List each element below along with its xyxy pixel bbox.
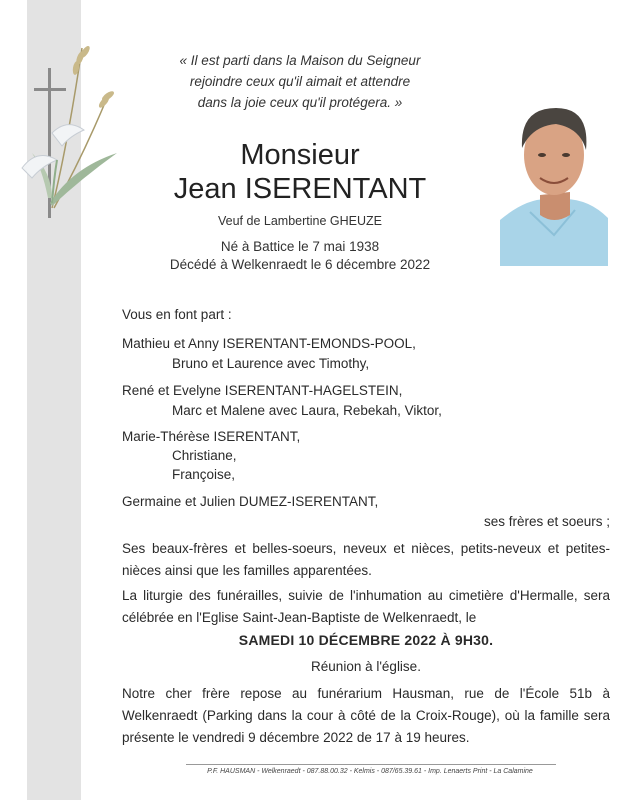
family-line: Marie-Thérèse ISERENTANT,: [122, 429, 301, 444]
birth-info: Né à Battice le 7 mai 1938: [220, 239, 380, 254]
liturgy-paragraph: La liturgie des funérailles, suivie de l'inhumation au cimetière d'Hermalle, sera célébrée en l'Eglise Saint-Jean-Baptiste de Welkenraedt, le: [122, 588, 610, 625]
family-line: Mathieu et Anny ISERENTANT-EMONDS-POOL,: [122, 336, 416, 351]
announcement-body: [122, 0, 610, 800]
cross-lily-wheat-icon: [12, 38, 122, 228]
family-line: Françoise,: [172, 467, 236, 482]
quote-line-2: rejoindre ceux qu'il aimait et attendre: [189, 74, 411, 89]
deceased-name: Jean ISERENTANT: [173, 173, 427, 205]
quote-line-1: « Il est parti dans la Maison du Seigneur: [179, 53, 421, 68]
footer-divider: [186, 764, 556, 765]
relatives-paragraph: Ses beaux-frères et belles-soeurs, neveux et nièces, petits-neveux et petites-nièces ainsi que les familles apparentées.: [122, 541, 610, 578]
family-line: Bruno et Laurence avec Timothy,: [172, 356, 370, 371]
family-line: Marc et Malene avec Laura, Rebekah, Viktor,: [172, 403, 442, 418]
visitation-paragraph: Notre cher frère repose au funérarium Hausman, rue de l'École 51b à Welkenraedt (Parking dans la cour à côté de la Croix-Rouge), où la famille sera présente le vendredi 9 décembre 2022 de 17 à 19 heures.: [122, 686, 610, 745]
family-line: René et Evelyne ISERENTANT-HAGELSTEIN,: [122, 383, 403, 398]
family-line: Germaine et Julien DUMEZ-ISERENTANT,: [122, 494, 379, 509]
footer-credits: P.F. HAUSMAN - Welkenraedt - 087.88.00.32 - Kelmis - 087/65.39.61 - Imp. Lenaerts Print - La Calamine: [207, 768, 533, 775]
family-line: Christiane,: [172, 448, 237, 463]
meeting-info: Réunion à l'église.: [311, 659, 421, 674]
death-info: Décédé à Welkenraedt le 6 décembre 2022: [169, 257, 431, 272]
quote-line-3: dans la joie ceux qu'il protégera. »: [197, 95, 403, 110]
funeral-date: SAMEDI 10 DÉCEMBRE 2022 À 9H30.: [238, 632, 494, 648]
intro-text: Vous en font part :: [122, 307, 232, 322]
siblings-label: ses frères et soeurs ;: [483, 514, 610, 529]
widow-of: Veuf de Lambertine GHEUZE: [218, 214, 382, 228]
honorific: Monsieur: [240, 139, 360, 171]
